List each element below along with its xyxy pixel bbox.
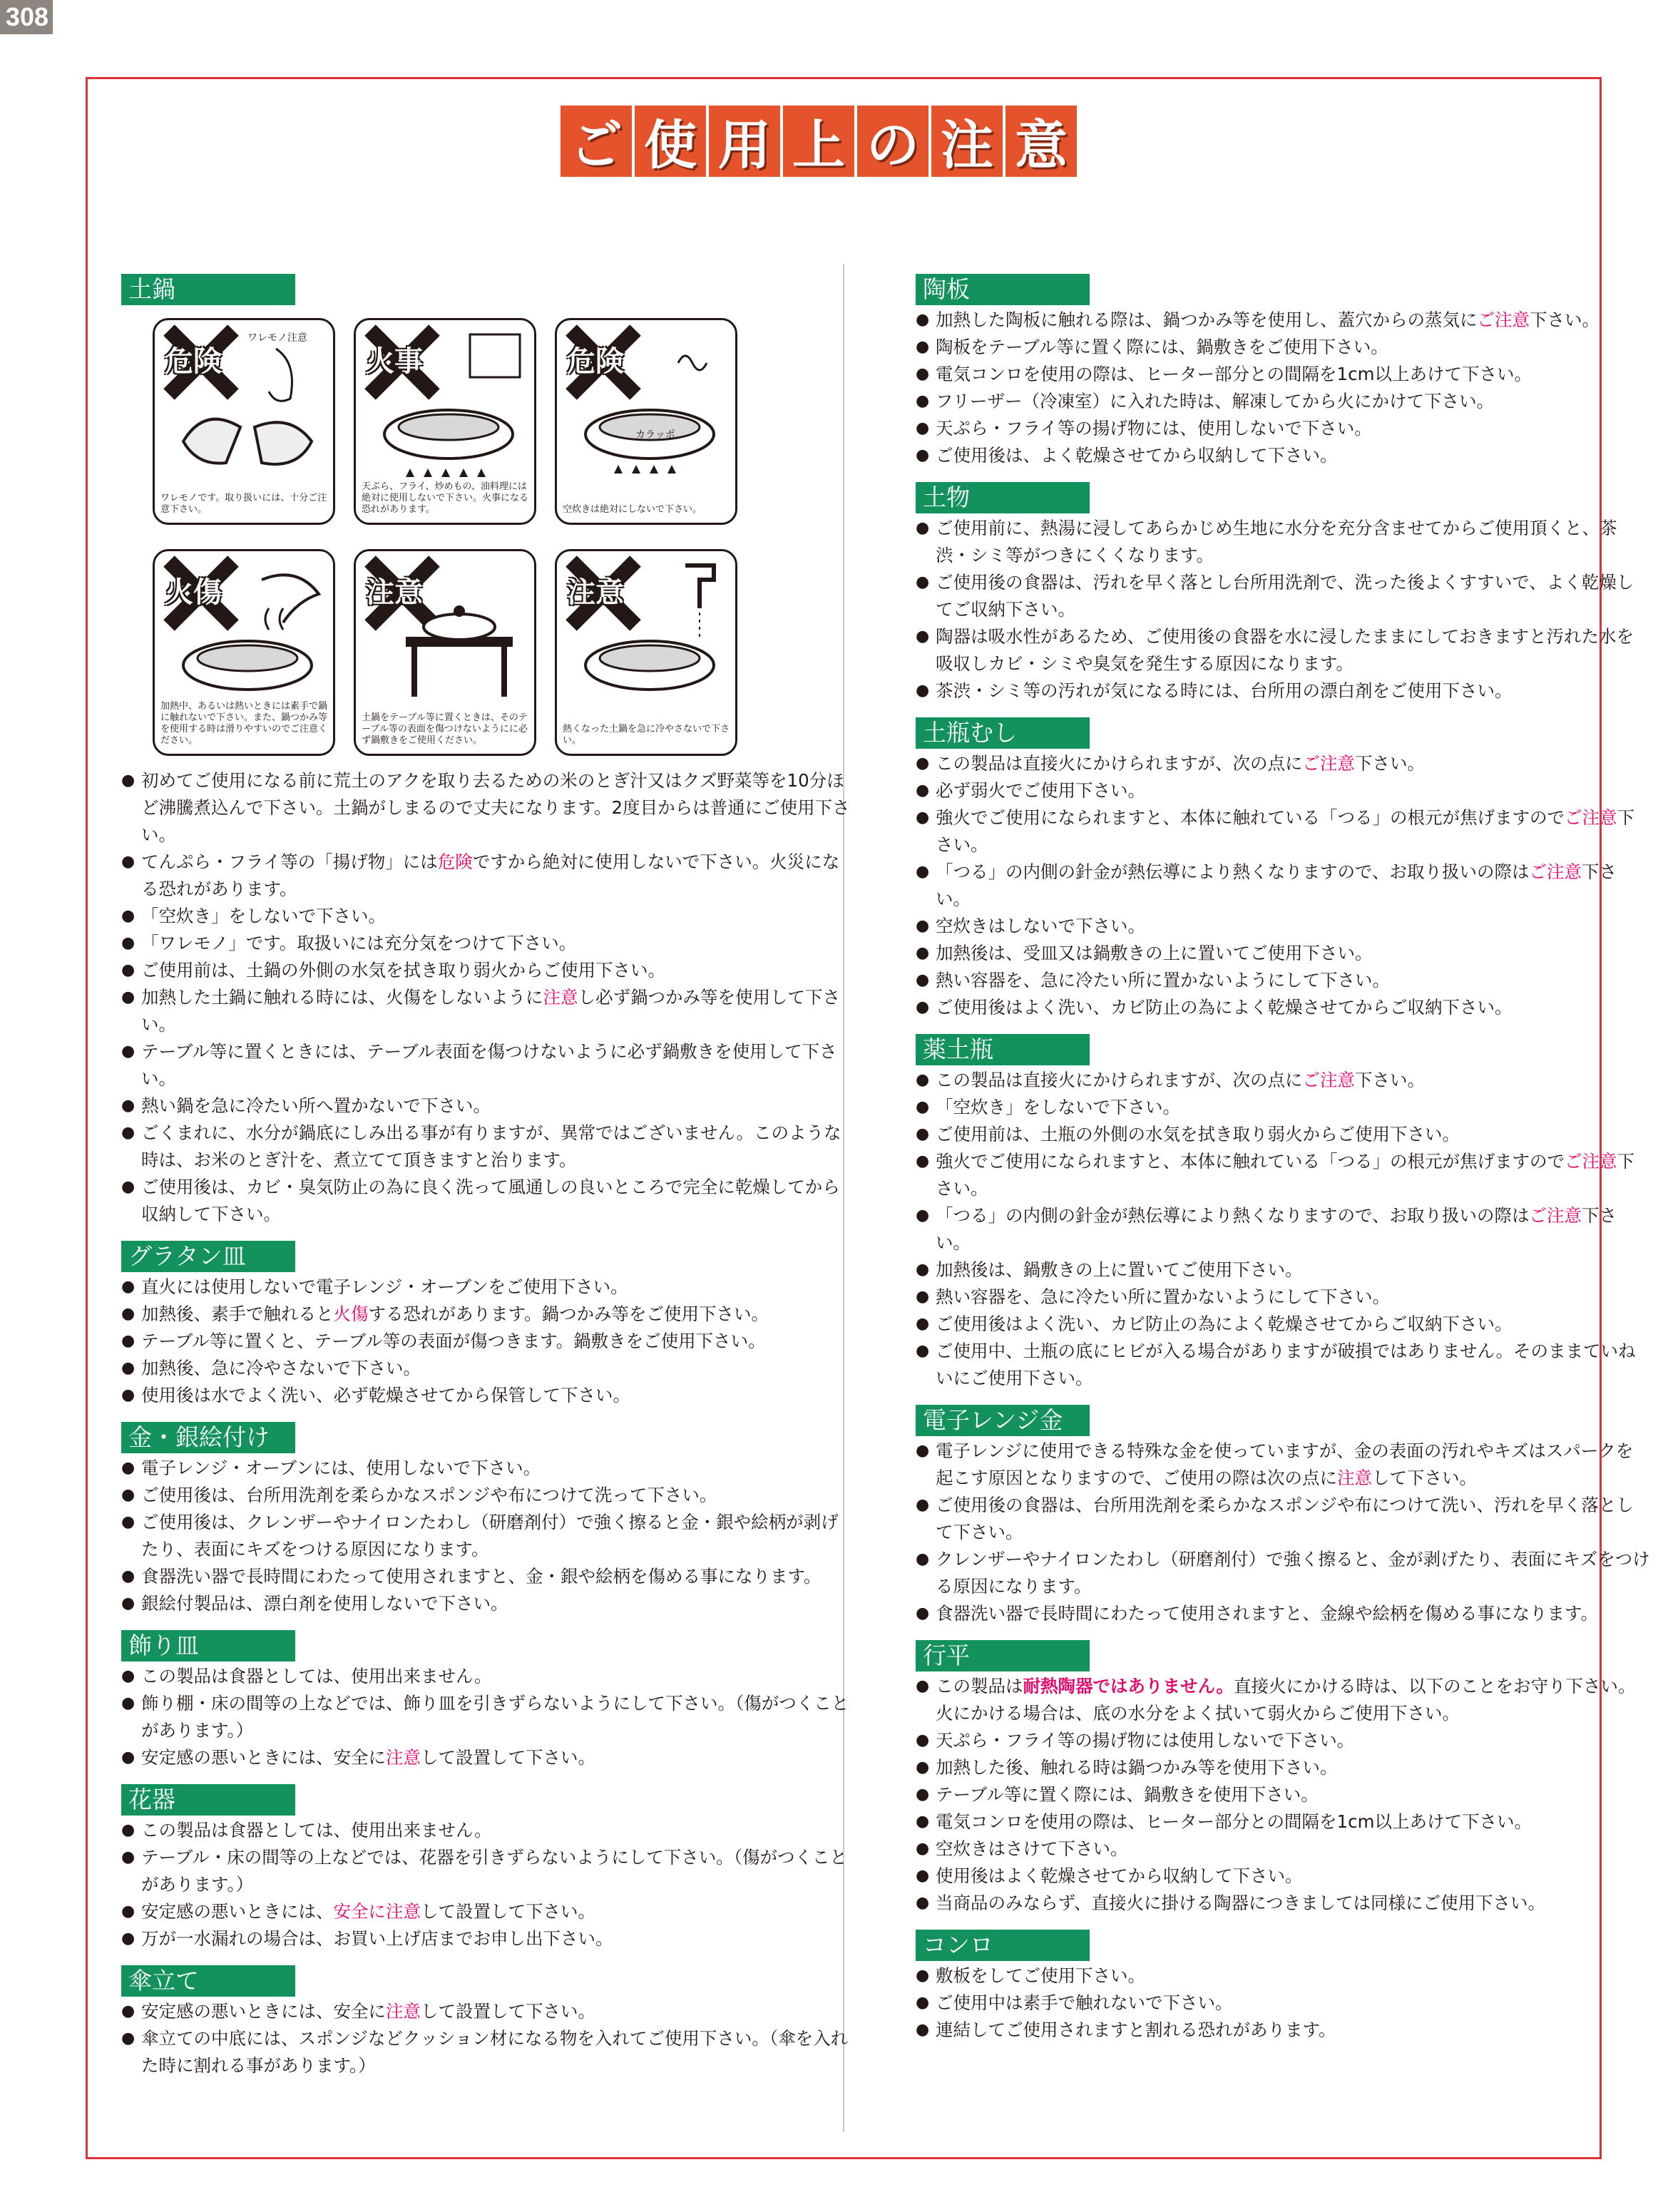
caution-list	[916, 1673, 1650, 1917]
list-item: ● この製品は食器としては、使用出来ません。	[121, 1663, 856, 1690]
item-text: して下さい。	[1372, 1468, 1478, 1488]
caution-list	[916, 1962, 1650, 2044]
item-text: 安定感の悪いときには、安全に	[141, 2001, 386, 2022]
list-item: ● 初めてご使用になる前に荒土のアクを取り去るための米のとぎ汁又はクズ野菜等を10分ほど沸騰煮込んで下さい。土鍋がしまるので丈夫になります。2度目からは普通にご使用下さい。	[121, 767, 856, 849]
list-item: ● 連結してご使用されますと割れる恐れがあります。	[916, 2017, 1650, 2044]
list-item: ● ご使用後は、台所用洗剤を柔らかなスポンジや布につけて洗って下さい。	[121, 1482, 856, 1509]
list-item	[121, 1898, 856, 1925]
list-item: ● ご使用後はよく洗い、カビ防止の為によく乾燥させてからご収納下さい。	[916, 994, 1650, 1021]
list-item	[916, 1067, 1650, 1094]
caution-highlight: ご注意	[1477, 309, 1530, 330]
warning-icon-box	[153, 549, 335, 756]
section-heading: 花器	[121, 1784, 295, 1816]
section-right-3	[916, 1021, 1650, 1392]
warning-label: 危険	[165, 345, 222, 378]
section-heading: 陶板	[916, 274, 1090, 305]
caution-list	[121, 1663, 856, 1771]
caution-highlight: ご注意	[1565, 1151, 1617, 1172]
list-item	[121, 1998, 856, 2025]
caution-highlight: 安全に注意	[333, 1901, 421, 1922]
section-right-1	[916, 469, 1650, 705]
item-text: この製品は直接火にかけられますが、次の点に	[936, 1070, 1303, 1090]
list-item: ● ご使用中は素手で触れないで下さい。	[916, 1990, 1650, 2017]
list-item: ● 加熱後は、鍋敷きの上に置いてご使用下さい。	[916, 1256, 1650, 1284]
item-text: てんぷら・フライ等の「揚げ物」には	[141, 851, 438, 872]
item-text: 下さい。	[936, 861, 1617, 909]
caution-list	[916, 515, 1650, 705]
title-char: 注	[931, 106, 1003, 177]
list-item: ● 加熱後、急に冷やさないで下さい。	[121, 1355, 856, 1382]
item-text: 下さい。	[1355, 1070, 1425, 1090]
list-item: ● 電気コンロを使用の際は、ヒーター部分との間隔を1cm以上あけて下さい。	[916, 1808, 1650, 1835]
section-heading: 土鍋	[121, 274, 295, 305]
item-text: して設置して下さい。	[421, 1901, 595, 1922]
list-item: ● ご使用後の食器は、台所用洗剤を柔らかなスポンジや布につけて洗い、汚れを早く落として下さい。	[916, 1492, 1650, 1546]
caution-highlight: ご注意	[1529, 861, 1582, 882]
caution-highlight: 注意	[386, 1747, 421, 1768]
list-item: ● ご使用後は、カビ・臭気防止の為に良く洗って風通しの良いところで完全に乾燥してから収納して下さい。	[121, 1174, 856, 1228]
page-title	[561, 106, 1077, 177]
list-item	[121, 1744, 856, 1771]
section-left-3	[121, 1617, 856, 1771]
warning-icon-grid	[153, 318, 856, 756]
caution-list	[916, 750, 1650, 1021]
caution-highlight: 火傷	[333, 1304, 369, 1324]
section-right-0	[916, 274, 1650, 469]
list-item: ● ご使用後は、クレンザーやナイロンたわし（研磨剤付）で強く擦ると金・銀や絵柄が剥げたり、表面にキズをつける原因になります。	[121, 1509, 856, 1563]
section-right-5	[916, 1627, 1650, 1917]
section-left-0	[121, 274, 856, 1228]
warning-icon-box	[555, 318, 737, 525]
list-item: ● 当商品のみならず、直接火に掛ける陶器につきましては同様にご使用下さい。	[916, 1890, 1650, 1917]
warning-label: 火傷	[165, 576, 222, 609]
caution-highlight: 耐熱陶器ではありません。	[1023, 1676, 1234, 1696]
list-item: ● ご使用前に、熱湯に浸してあらかじめ生地に水分を充分含ませてからご使用頂くと、茶渋・シミ等がつきにくくなります。	[916, 515, 1650, 569]
warning-label: 危険	[567, 345, 624, 378]
list-item	[916, 750, 1650, 777]
icon-side-note: ワレモノ注意	[247, 332, 307, 344]
list-item: ● 熱い鍋を急に冷たい所へ置かないで下さい。	[121, 1092, 856, 1120]
list-item: ● ご使用後はよく洗い、カビ防止の為によく乾燥させてからご収納下さい。	[916, 1311, 1650, 1338]
section-left-4	[121, 1771, 856, 1952]
item-text: 下さい。	[1355, 753, 1425, 774]
caution-list	[121, 1817, 856, 1952]
list-item	[121, 984, 856, 1038]
list-item: ● ご使用後の食器は、汚れを早く落とし台所用洗剤で、洗った後よくすすいで、よく乾燥してご収納下さい。	[916, 569, 1650, 623]
right-column	[916, 274, 1650, 2044]
item-text: 安定感の悪いときには、安全に	[141, 1747, 386, 1768]
item-text: この製品は直接火にかけられますが、次の点に	[936, 753, 1303, 774]
caution-list	[916, 1438, 1650, 1627]
icon-side-note: カラッポ	[635, 429, 675, 441]
title-char: ご	[561, 106, 632, 177]
list-item: ● 「空炊き」をしないで下さい。	[121, 903, 856, 930]
list-item: ● ご使用前は、土鍋の外側の水気を拭き取り弱火からご使用下さい。	[121, 957, 856, 984]
list-item: ● 銀絵付製品は、漂白剤を使用しないで下さい。	[121, 1590, 856, 1617]
list-item: ● 使用後は水でよく洗い、必ず乾燥させてから保管して下さい。	[121, 1382, 856, 1409]
section-heading: グラタン皿	[121, 1241, 295, 1272]
section-heading: 飾り皿	[121, 1630, 295, 1661]
list-item: ● 茶渋・シミ等の汚れが気になる時には、台所用の漂白剤をご使用下さい。	[916, 677, 1650, 705]
list-item: ● 敷板をしてご使用下さい。	[916, 1962, 1650, 1990]
list-item: ● 電気コンロを使用の際は、ヒーター部分との間隔を1cm以上あけて下さい。	[916, 361, 1650, 388]
list-item	[916, 1673, 1650, 1727]
list-item	[916, 804, 1650, 859]
title-char: 上	[783, 106, 854, 177]
caution-highlight: 注意	[386, 2001, 421, 2022]
item-text: 下さい。	[936, 1205, 1617, 1253]
list-item: ● 熱い容器を、急に冷たい所に置かないようにして下さい。	[916, 1284, 1650, 1311]
item-text: し必ず鍋つかみ等を使用して下さい。	[141, 987, 840, 1035]
warning-caption: 空炊きは絶対にしないで下さい。	[563, 504, 702, 515]
list-item: ● ご使用前は、土瓶の外側の水気を拭き取り弱火からご使用下さい。	[916, 1121, 1650, 1148]
warning-label: 火事	[366, 345, 423, 378]
caution-list	[121, 767, 856, 1228]
list-item: ● 加熱した後、触れる時は鍋つかみ等を使用下さい。	[916, 1754, 1650, 1781]
item-text: 加熱した土鍋に触れる時には、火傷をしないように	[141, 987, 543, 1008]
section-heading: 行平	[916, 1640, 1090, 1671]
item-text: 下さい。	[936, 1151, 1634, 1199]
caution-highlight: ご注意	[1302, 1070, 1355, 1090]
section-left-2	[121, 1409, 856, 1617]
item-text: する恐れがあります。鍋つかみ等をご使用下さい。	[368, 1304, 769, 1324]
list-item: ● 熱い容器を、急に冷たい所に置かないようにして下さい。	[916, 967, 1650, 994]
item-text: 「つる」の内側の針金が熱伝導により熱くなりますので、お取り扱いの際は	[936, 1205, 1530, 1226]
item-text: 加熱後、素手で触れると	[141, 1304, 334, 1324]
caution-list	[916, 1067, 1650, 1392]
item-text: 「つる」の内側の針金が熱伝導により熱くなりますので、お取り扱いの際は	[936, 861, 1530, 882]
caution-list	[916, 307, 1650, 469]
list-item: ● 空炊きはさけて下さい。	[916, 1835, 1650, 1863]
list-item: ● 天ぷら・フライ等の揚げ物には使用しないで下さい。	[916, 1727, 1650, 1754]
title-char: 使	[635, 106, 706, 177]
list-item	[916, 1202, 1650, 1256]
list-item	[121, 1301, 856, 1328]
list-item: ● この製品は食器としては、使用出来ません。	[121, 1817, 856, 1844]
list-item: ● 「ワレモノ」です。取扱いには充分気をつけて下さい。	[121, 930, 856, 957]
item-text: 下さい。	[936, 807, 1634, 855]
list-item: ● テーブル等に置く際には、鍋敷きを使用下さい。	[916, 1781, 1650, 1808]
list-item: ● 必ず弱火でご使用下さい。	[916, 777, 1650, 804]
list-item: ● 万が一水漏れの場合は、お買い上げ店までお申し出下さい。	[121, 1925, 856, 1952]
caution-highlight: 注意	[543, 987, 578, 1008]
list-item: ● 電子レンジ・オーブンには、使用しないで下さい。	[121, 1455, 856, 1482]
warning-caption: 天ぷら、フライ、炒めもの、油料理には絶対に使用しないで下さい。火事になる恐れがあります。	[362, 481, 529, 515]
section-right-2	[916, 705, 1650, 1021]
section-left-5	[121, 1952, 856, 2079]
warning-label: 注意	[567, 576, 624, 609]
caution-highlight: 危険	[437, 851, 473, 872]
item-text: ですから絶対に使用しないで下さい。火災になる恐れがあります。	[141, 851, 840, 899]
list-item: ● テーブル等に置くと、テーブル等の表面が傷つきます。鍋敷きをご使用下さい。	[121, 1328, 856, 1355]
caution-highlight: 注意	[1337, 1468, 1373, 1488]
item-text: 強火でご使用になられますと、本体に触れている「つる」の根元が焦げますので	[936, 807, 1565, 828]
section-heading: 土物	[916, 482, 1090, 513]
title-char: の	[857, 106, 928, 177]
section-right-4	[916, 1392, 1650, 1627]
section-heading: コンロ	[916, 1930, 1090, 1961]
item-text: 加熱した陶板に触れる際は、鍋つかみ等を使用し、蓋穴からの蒸気に	[936, 309, 1478, 330]
item-text: 直接火にかける時は、以下のことをお守り下さい。火にかける場合は、底の水分をよく拭いて弱火からご使用下さい。	[936, 1676, 1636, 1724]
list-item: ● 直火には使用しないで電子レンジ・オーブンをご使用下さい。	[121, 1274, 856, 1301]
list-item: ● 加熱後は、受皿又は鍋敷きの上に置いてご使用下さい。	[916, 940, 1650, 967]
list-item	[121, 849, 856, 903]
list-item: ● ご使用中、土瓶の底にヒビが入る場合がありますが破損ではありません。そのままていねいにご使用下さい。	[916, 1338, 1650, 1392]
item-text: 安定感の悪いときには、	[141, 1901, 334, 1922]
item-text: して設置して下さい。	[421, 1747, 595, 1768]
list-item	[916, 1438, 1650, 1492]
caution-highlight: ご注意	[1529, 1205, 1582, 1226]
left-column	[121, 274, 856, 2079]
warning-caption: 加熱中、あるいは熱いときには素手で鍋に触れないで下さい。また、鍋つかみ等を使用する時は滑りやすいのでご注意ください。	[160, 701, 328, 746]
list-item: ● 空炊きはしないで下さい。	[916, 913, 1650, 940]
section-heading: 電子レンジ金	[916, 1405, 1090, 1436]
item-text: 強火でご使用になられますと、本体に触れている「つる」の根元が焦げますので	[936, 1151, 1565, 1172]
caution-list	[121, 1274, 856, 1409]
item-text: して設置して下さい。	[421, 2001, 595, 2022]
list-item: ● 陶器は吸水性があるため、ご使用後の食器を水に浸したままにしておきますと汚れた水を吸収しカビ・シミや臭気を発生する原因になります。	[916, 623, 1650, 677]
list-item	[916, 859, 1650, 913]
list-item: ● クレンザーやナイロンたわし（研磨剤付）で強く擦ると、金が剥げたり、表面にキズをつける原因になります。	[916, 1546, 1650, 1600]
section-heading: 傘立て	[121, 1965, 295, 1997]
list-item: ● 天ぷら・フライ等の揚げ物には、使用しないで下さい。	[916, 415, 1650, 442]
warning-label: 注意	[366, 576, 423, 609]
section-heading: 金・銀絵付け	[121, 1422, 295, 1453]
list-item: ● テーブル等に置くときには、テーブル表面を傷つけないように必ず鍋敷きを使用して下さい。	[121, 1038, 856, 1092]
item-text: この製品は	[936, 1676, 1023, 1696]
title-char: 意	[1006, 106, 1077, 177]
caution-list	[121, 1455, 856, 1617]
caution-highlight: ご注意	[1565, 807, 1617, 828]
section-left-1	[121, 1228, 856, 1409]
list-item: ● 陶板をテーブル等に置く際には、鍋敷きをご使用下さい。	[916, 334, 1650, 361]
item-text: 電子レンジに使用できる特殊な金を使っていますが、金の表面の汚れやキズはスパークを起こす原因となりますので、ご使用の際は次の点に	[936, 1440, 1634, 1488]
section-heading: 薬土瓶	[916, 1034, 1090, 1065]
warning-icon-box	[354, 318, 536, 525]
warning-caption: ワレモノです。取り扱いには、十分ご注意下さい。	[160, 493, 327, 515]
warning-icon-box	[354, 549, 536, 756]
warning-icon-box	[153, 318, 335, 525]
caution-highlight: ご注意	[1302, 753, 1355, 774]
warning-icon-box	[555, 549, 737, 756]
list-item: ● ごくまれに、水分が鍋底にしみ出る事が有りますが、異常ではございません。このような時は、お米のとぎ汁を、煮立てて頂きますと治ります。	[121, 1120, 856, 1174]
list-item: ● 飾り棚・床の間等の上などでは、飾り皿を引きずらないようにして下さい。（傷がつくことがあります。）	[121, 1690, 856, 1744]
list-item: ● 食器洗い器で長時間にわたって使用されますと、金・銀や絵柄を傷める事になります。	[121, 1563, 856, 1590]
list-item: ● ご使用後は、よく乾燥させてから収納して下さい。	[916, 442, 1650, 469]
list-item: ● 傘立ての中底には、スポンジなどクッション材になる物を入れてご使用下さい。（傘を入れた時に割れる事があります。）	[121, 2025, 856, 2079]
list-item: ● フリーザー（冷凍室）に入れた時は、解凍してから火にかけて下さい。	[916, 388, 1650, 415]
list-item	[916, 1148, 1650, 1202]
item-text: 下さい。	[1530, 309, 1600, 330]
section-heading: 土瓶むし	[916, 717, 1090, 749]
list-item: ● 使用後はよく乾燥させてから収納して下さい。	[916, 1863, 1650, 1890]
title-char: 用	[709, 106, 780, 177]
list-item: ● テーブル・床の間等の上などでは、花器を引きずらないようにして下さい。（傷がつくことがあります。）	[121, 1844, 856, 1898]
list-item: ● 食器洗い器で長時間にわたって使用されますと、金線や絵柄を傷める事になります。	[916, 1600, 1650, 1627]
caution-list	[121, 1998, 856, 2079]
section-right-6	[916, 1917, 1650, 2044]
warning-caption: 土鍋をテーブル等に置くときは、そのテーブル等の表面を傷つけないようにに必ず鍋敷きをご使用ください。	[362, 712, 528, 746]
list-item	[916, 307, 1650, 334]
page-number: 308	[0, 0, 53, 34]
list-item: ● 「空炊き」をしないで下さい。	[916, 1094, 1650, 1121]
warning-caption: 熱くなった土鍋を急に冷やさないで下さい。	[563, 724, 730, 746]
